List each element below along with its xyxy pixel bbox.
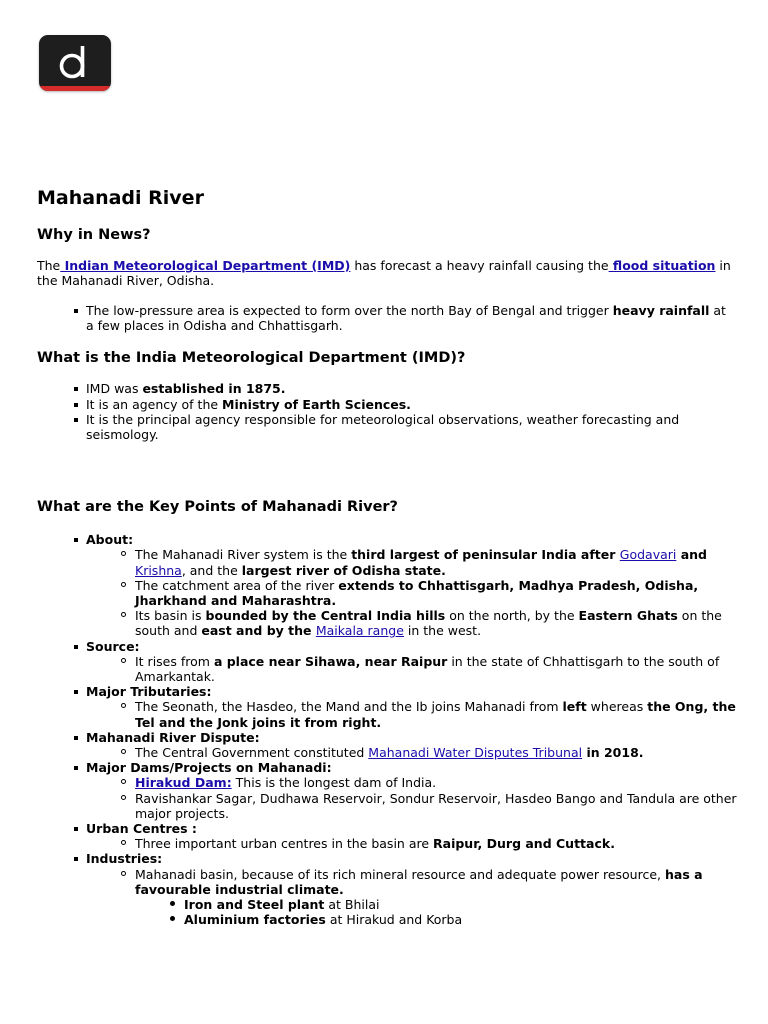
key-points-heading: What are the Key Points of Mahanadi River? [37, 499, 398, 516]
list-item: Hirakud Dam: This is the longest dam of India. [86, 775, 737, 790]
list-item: The low-pressure area is expected to form over the north Bay of Bengal and trigger heavy rainfall at a few places in Odisha and Chhattisgarh. [37, 303, 737, 333]
drishti-d-logo-icon [39, 35, 111, 91]
urban-item: Urban Centres : Three important urban centres in the basin are Raipur, Durg and Cuttack. [37, 821, 737, 851]
imd-heading: What is the India Meteorological Department (IMD)? [37, 350, 466, 367]
tributaries-item: Major Tributaries: The Seonath, the Hasdeo, the Mand and the Ib joins Mahanadi from left whereas the Ong, the Tel and the Jonk joins it from right. [37, 684, 737, 730]
list-item: Three important urban centres in the basin are Raipur, Durg and Cuttack. [86, 836, 737, 851]
dispute-item: Mahanadi River Dispute: The Central Government constituted Mahanadi Water Disputes Tribunal in 2018. [37, 730, 737, 760]
list-item: It is an agency of the Ministry of Earth Sciences. [37, 397, 737, 412]
list-item: IMD was established in 1875. [37, 381, 737, 396]
source-item: Source: It rises from a place near Sihawa, near Raipur in the state of Chhattisgarh to the south of Amarkantak. [37, 639, 737, 685]
about-item: About: The Mahanadi River system is the third largest of peninsular India after Godavari and Krishna, and the largest river of Odisha state. The catchment area of the river extends to Chhattisgarh, Madhya Pradesh, Odisha, Jharkhand and Maharashtra. Its basin is bounded by the Central India hills on the north, by the Eastern Ghats on the south and east and by the Maikala range in the west. [37, 532, 737, 638]
list-item: Mahanadi basin, because of its rich mineral resource and adequate power resource, has a favourable industrial climate. Iron and Steel plant at Bhilai Aluminium factories at Hirakud and Korba [86, 867, 737, 928]
list-item: Ravishankar Sagar, Dudhawa Reservoir, Sondur Reservoir, Hasdeo Bango and Tandula are other major projects. [86, 791, 737, 821]
list-item: Iron and Steel plant at Bhilai [135, 897, 737, 912]
list-item: The Central Government constituted Mahanadi Water Disputes Tribunal in 2018. [86, 745, 737, 760]
maikala-range-link[interactable]: Maikala range [315, 623, 404, 639]
why-in-news-heading: Why in News? [37, 227, 151, 243]
list-item: The Seonath, the Hasdeo, the Mand and the Ib joins Mahanadi from left whereas the Ong, the Tel and the Jonk joins it from right. [86, 699, 737, 729]
flood-situation-link[interactable]: flood situation [608, 258, 716, 273]
dams-item: Major Dams/Projects on Mahanadi: Hirakud Dam: This is the longest dam of India. Ravishankar Sagar, Dudhawa Reservoir, Sondur Reservoir, Hasdeo Bango and Tandula are other major projects. [37, 760, 737, 821]
imd-link[interactable]: Indian Meteorological Department (IMD) [60, 258, 351, 273]
page-title: Mahanadi River [37, 187, 204, 209]
article-content [37, 184, 737, 928]
logo-accent-bar [39, 86, 111, 91]
godavari-link[interactable]: Godavari [619, 547, 677, 563]
imd-list [37, 381, 737, 442]
list-item: Its basin is bounded by the Central India hills on the north, by the Eastern Ghats on the south and east and by the Maikala range in the west. [86, 608, 737, 638]
industries-item: Industries: Mahanadi basin, because of its rich mineral resource and adequate power resource, has a favourable industrial climate. Iron and Steel plant at Bhilai Aluminium factories at Hirakud and Korba [37, 851, 737, 927]
list-item: Aluminium factories at Hirakud and Korba [135, 912, 737, 927]
tribunal-link[interactable]: Mahanadi Water Disputes Tribunal [368, 745, 583, 761]
hirakud-dam-link[interactable]: Hirakud Dam: [135, 775, 232, 791]
drishti-logo [39, 35, 111, 91]
list-item: The Mahanadi River system is the third largest of peninsular India after Godavari and Krishna, and the largest river of Odisha state. [86, 547, 737, 577]
key-points-list [37, 532, 737, 927]
list-item: The catchment area of the river extends to Chhattisgarh, Madhya Pradesh, Odisha, Jharkhand and Maharashtra. [86, 578, 737, 608]
news-list [37, 303, 737, 333]
krishna-link[interactable]: Krishna [135, 562, 182, 578]
news-paragraph: The Indian Meteorological Department (IMD) has forecast a heavy rainfall causing the flood situation in the Mahanadi River, Odisha. [37, 258, 731, 288]
list-item: It is the principal agency responsible for meteorological observations, weather forecasting and seismology. [37, 412, 737, 442]
list-item: It rises from a place near Sihawa, near Raipur in the state of Chhattisgarh to the south of Amarkantak. [86, 654, 737, 684]
